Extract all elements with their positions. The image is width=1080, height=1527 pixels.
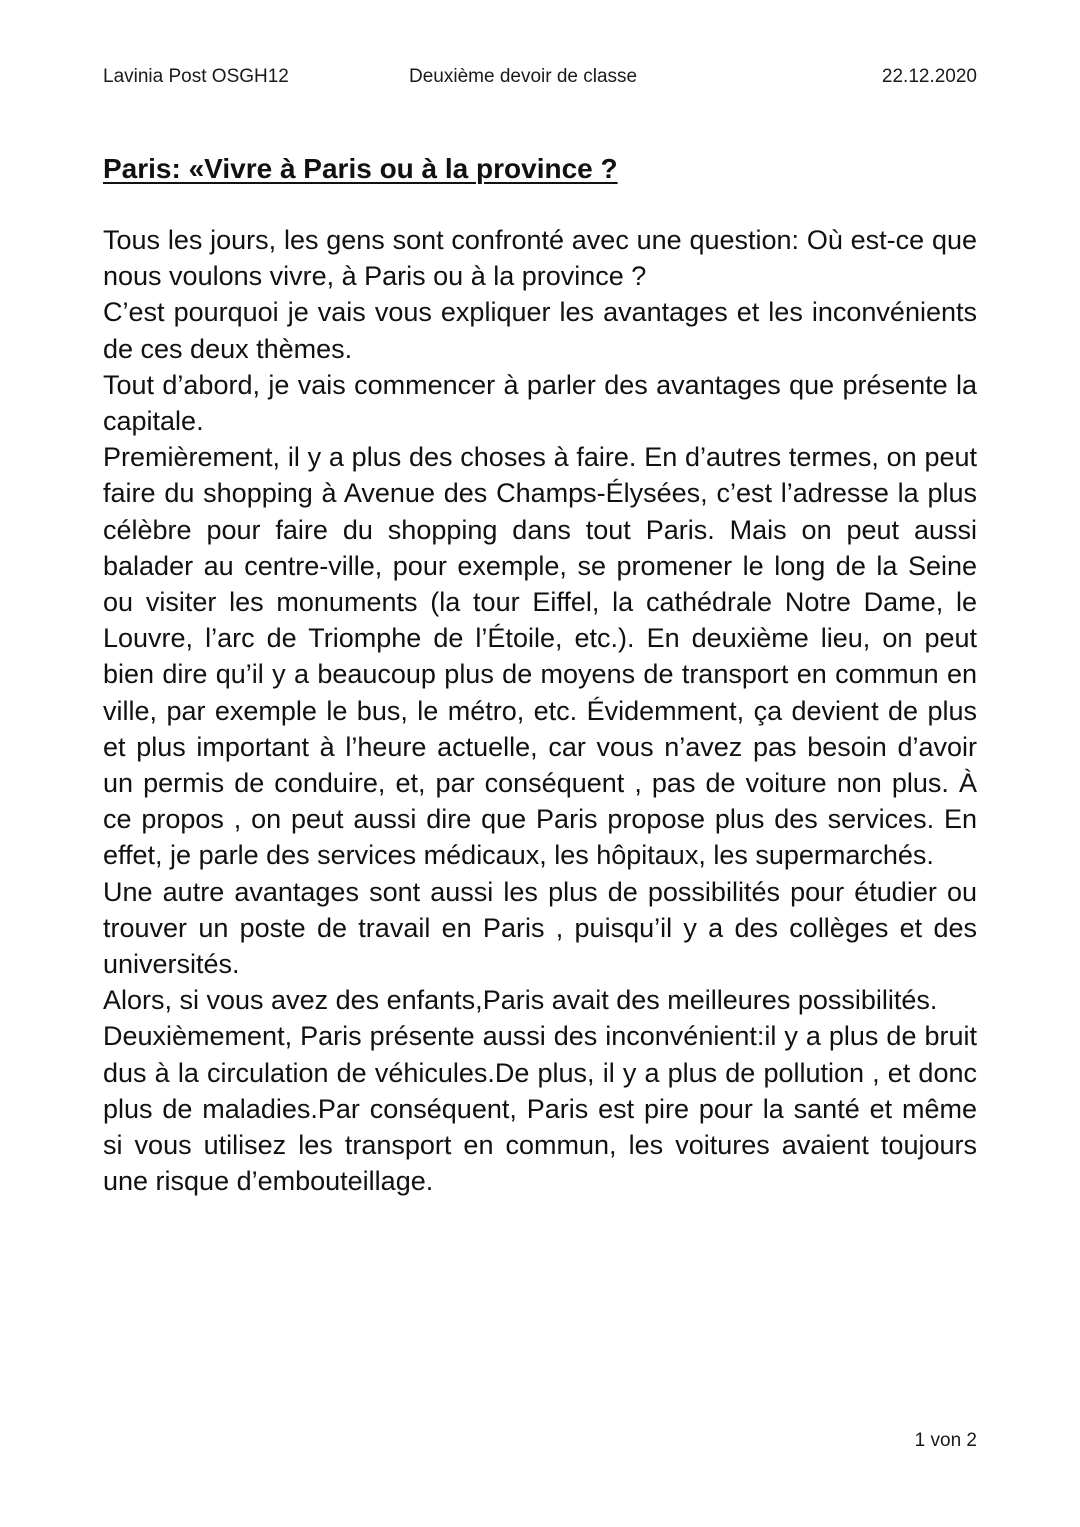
paragraph-transition: Tout d’abord, je vais commencer à parler des avantages que présente la capitale. [103, 369, 977, 437]
paragraph-intro: Tous les jours, les gens sont confronté avec une question: Où est-ce que nous voulons vivre, à Paris ou à la province ? [103, 225, 977, 292]
page-number: 1 von 2 [914, 1430, 977, 1451]
essay-title: Paris: «Vivre à Paris ou à la province ? [103, 153, 618, 184]
page-header [103, 64, 977, 90]
paragraph-advantages: Premièrement, il y a plus des choses à faire. En d’autres termes, on peut faire du shopping à Avenue des Champs-Élysées, c’est l’adresse la plus célèbre pour faire du shopping dans tout Paris. Mais on peut aussi balader au centre-ville, pour exemple, se promener le long de la Seine ou visiter les monuments (la tour Eiffel, la cathédrale Notre Dame, le Louvre, l’arc de Triomphe de l’Étoile, etc.). En deuxième lieu, on peut bien dire qu’il y a beaucoup plus de moyens de transport en commun en ville, par exemple le bus, le métro, etc. Évidemment, ça devient de plus et plus important à l’heure actuelle, car vous n’avez pas besoin d’avoir un permis de conduire, et, par conséquent , pas de voiture non plus. À ce propos , on peut aussi dire que Paris propose plus des services. En effet, je parle des services médicaux, les hôpitaux, les supermarchés. [103, 442, 977, 871]
paragraph-purpose: C’est pourquoi je vais vous expliquer les avantages et les inconvénients de ces deux thèmes. [103, 297, 977, 364]
paragraph-children: Alors, si vous avez des enfants,Paris avait des meilleures possibilités. [103, 985, 938, 1016]
paragraph-disadvantages: Deuxièmement, Paris présente aussi des inconvénient:il y a plus de bruit dus à la circulation de véhicules.De plus, il y a plus de pollution , et donc plus de maladies.Par conséquent, Paris est pire pour la santé et même si vous utilisez les transport en commun, les voitures avaient toujours une risque d’embouteillage. [103, 1021, 977, 1197]
paragraph-studies: Une autre avantages sont aussi les plus de possibilités pour étudier ou trouver un poste de travail en Paris , puisqu’il y a des collèges et des universités. [103, 876, 977, 980]
document-date: 22.12.2020 [881, 66, 977, 87]
essay-body [103, 222, 977, 1199]
author-name: Lavinia Post OSGH12 [103, 66, 289, 87]
document-type: Deuxième devoir de classe [409, 66, 638, 87]
